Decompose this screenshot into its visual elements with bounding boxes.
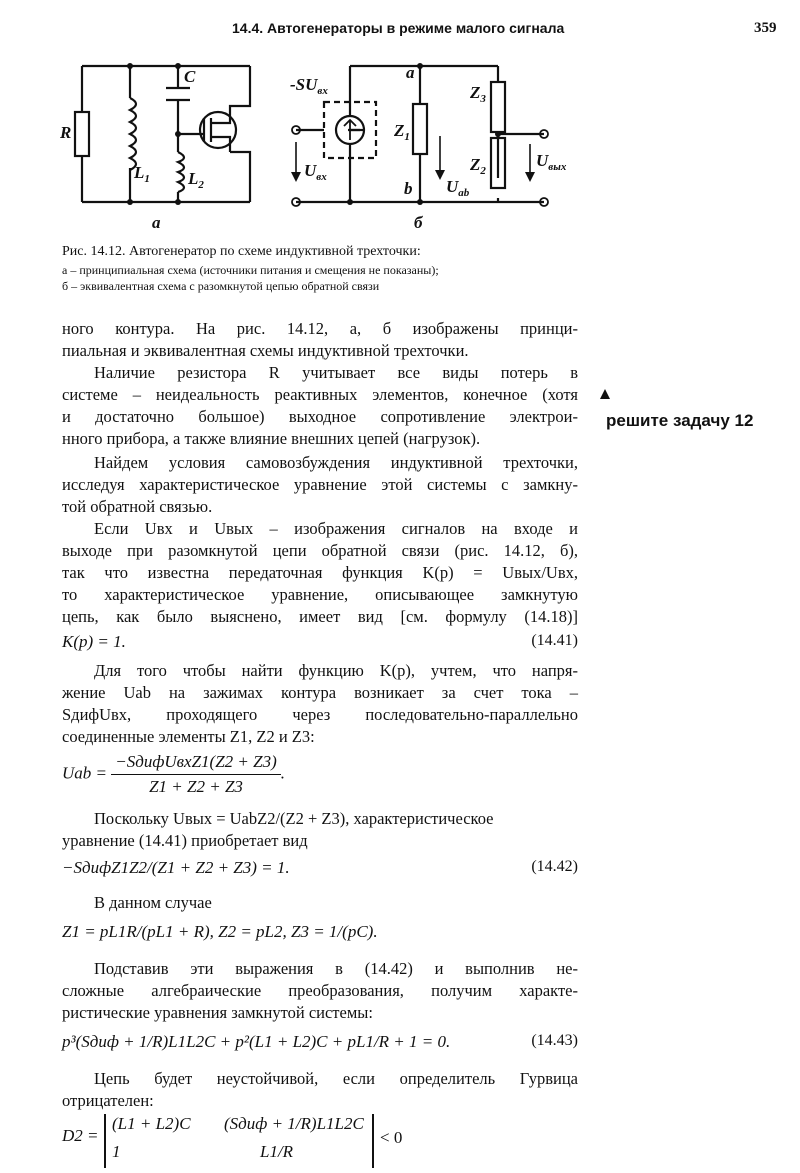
text-line: исследуя характеристическое уравнение этой системы с замкну- xyxy=(62,475,578,494)
label-R: R xyxy=(60,123,72,142)
equation-14-41: K(p) = 1. xyxy=(62,632,126,651)
label-Z1: $Z_1$ xyxy=(394,121,410,143)
text-line: нного прибора, а также влияние внешних цепей (нагрузок). xyxy=(62,429,481,448)
resistor-R xyxy=(75,112,89,156)
running-header: 14.4. Автогенераторы в режиме малого сигнала xyxy=(232,20,565,36)
equation-14-42: −SдифZ1Z2/(Z1 + Z2 + Z3) = 1. xyxy=(62,858,290,877)
equation-number: (14.42) xyxy=(531,858,578,875)
text-line: сложные алгебраические преобразования, получим характе- xyxy=(62,981,578,1000)
label-L2: $L_2$ xyxy=(188,169,204,191)
text-line: цепь, как было выяснено, имеет вид [см. формулу (14.18)] xyxy=(62,607,578,626)
equation-number: (14.43) xyxy=(531,1032,578,1049)
text-line: системе – неидеальность реактивных элементов, конечное (хотя xyxy=(62,385,578,404)
label-node-a: a xyxy=(406,63,415,82)
text-line: В данном случае xyxy=(94,893,212,912)
determinant-right-bar xyxy=(372,1114,374,1168)
panel-label-b: б xyxy=(414,213,423,232)
equation-number: (14.41) xyxy=(531,632,578,649)
label-node-b: b xyxy=(404,179,413,198)
text-line: жение Uab на зажимах контура возникает за счет тока – xyxy=(62,683,578,702)
inductor-L1 xyxy=(130,98,136,170)
text-line: то характеристическое уравнение, описывающее замкнутую xyxy=(62,585,578,604)
text-line: и достаточно большое) выходное сопротивление электрои- xyxy=(62,407,578,426)
impedance-Z1 xyxy=(413,104,427,154)
text-line: так что известна передаточная функция K(p) = Uвых/Uвх, xyxy=(62,563,578,582)
det-r1c2: (Sдиф + 1/R)L1L2C xyxy=(224,1114,364,1133)
margin-note: решите задачу 12 xyxy=(606,411,754,430)
text-line: Подставив эти выражения в (14.42) и выполнив не- xyxy=(94,959,578,978)
text-line: Цепь будет неустойчивой, если определитель Гурвица xyxy=(94,1069,578,1088)
figure-caption-title: Рис. 14.12. Автогенератор по схеме индуктивной трехточки: xyxy=(62,244,421,259)
label-L1: $L_1$ xyxy=(134,163,150,185)
determinant-left-bar xyxy=(104,1114,106,1168)
equation-Uab: Uab = $\frac{\text{−SдифUвхZ1(Z2 + Z3)}}{Z1 + Z2 + Z3}$ . xyxy=(62,752,285,796)
label-Z2: $Z_2$ xyxy=(470,155,486,177)
text-line: пиальная и эквивалентная схемы индуктивной трехточки. xyxy=(62,341,469,360)
label-Uout: $U_{вых}$ xyxy=(536,151,567,173)
text-line: Поскольку Uвых = UabZ2/(Z2 + Z3), характеристическое xyxy=(94,809,494,828)
text-line: Найдем условия самовозбуждения индуктивной трехточки, xyxy=(94,453,578,472)
text-line: выходе при разомкнутой цепи обратной связи (рис. 14.12, б), xyxy=(62,541,578,560)
panel-a-rails xyxy=(82,66,250,202)
figure-caption-b: б – эквивалентная схема с разомкнутой цепью обратной связи xyxy=(62,279,380,293)
label-C: C xyxy=(184,67,196,86)
figure-caption-a: а – принципиальная схема (источники питания и смещения не показаны); xyxy=(62,263,439,277)
label-Uab: $U_{ab}$ xyxy=(446,177,470,199)
label-Uin: $U_{вх}$ xyxy=(304,161,327,183)
text-line: той обратной связью. xyxy=(62,497,213,516)
label-Z3: $Z_3$ xyxy=(470,83,486,105)
text-line: SдифUвх, проходящего через последовательно-параллельно xyxy=(62,705,578,724)
det-r2c2: L1/R xyxy=(260,1142,294,1161)
text-line: соединенные элементы Z1, Z2 и Z3: xyxy=(62,727,315,746)
capacitor-C xyxy=(166,88,190,100)
circuit-figure xyxy=(60,58,580,238)
equation-D2-rhs: < 0 xyxy=(380,1128,403,1147)
det-r2c1: 1 xyxy=(112,1142,121,1161)
text-line: Наличие резистора R учитывает все виды потерь в xyxy=(94,363,578,382)
inductor-L2 xyxy=(178,152,184,192)
equation-D2-lhs: D2 = xyxy=(62,1126,99,1145)
label-source: $-SU_{вх}$ xyxy=(290,75,328,97)
text-line: ного контура. На рис. 14.12, а, б изображены принци- xyxy=(62,319,578,338)
panel-label-a: а xyxy=(152,213,161,232)
equation-Z-defs: Z1 = pL1R/(pL1 + R), Z2 = pL2, Z3 = 1/(pC). xyxy=(62,922,378,941)
equation-14-43: p³(Sдиф + 1/R)L1L2C + p²(L1 + L2)C + pL1/R + 1 = 0. xyxy=(62,1032,451,1051)
text-line: отрицателен: xyxy=(62,1091,154,1110)
text-line: ристические уравнения замкнутой системы: xyxy=(62,1003,373,1022)
text-line: уравнение (14.41) приобретает вид xyxy=(62,831,308,850)
text-line: Если Uвх и Uвых – изображения сигналов на входе и xyxy=(94,519,578,538)
impedance-Z3 xyxy=(491,82,505,132)
margin-triangle-icon xyxy=(600,389,610,399)
det-r1c1: (L1 + L2)C xyxy=(112,1114,191,1133)
text-line: Для того чтобы найти функцию K(p), учтем, что напря- xyxy=(94,661,578,680)
page-number: 359 xyxy=(754,20,777,36)
